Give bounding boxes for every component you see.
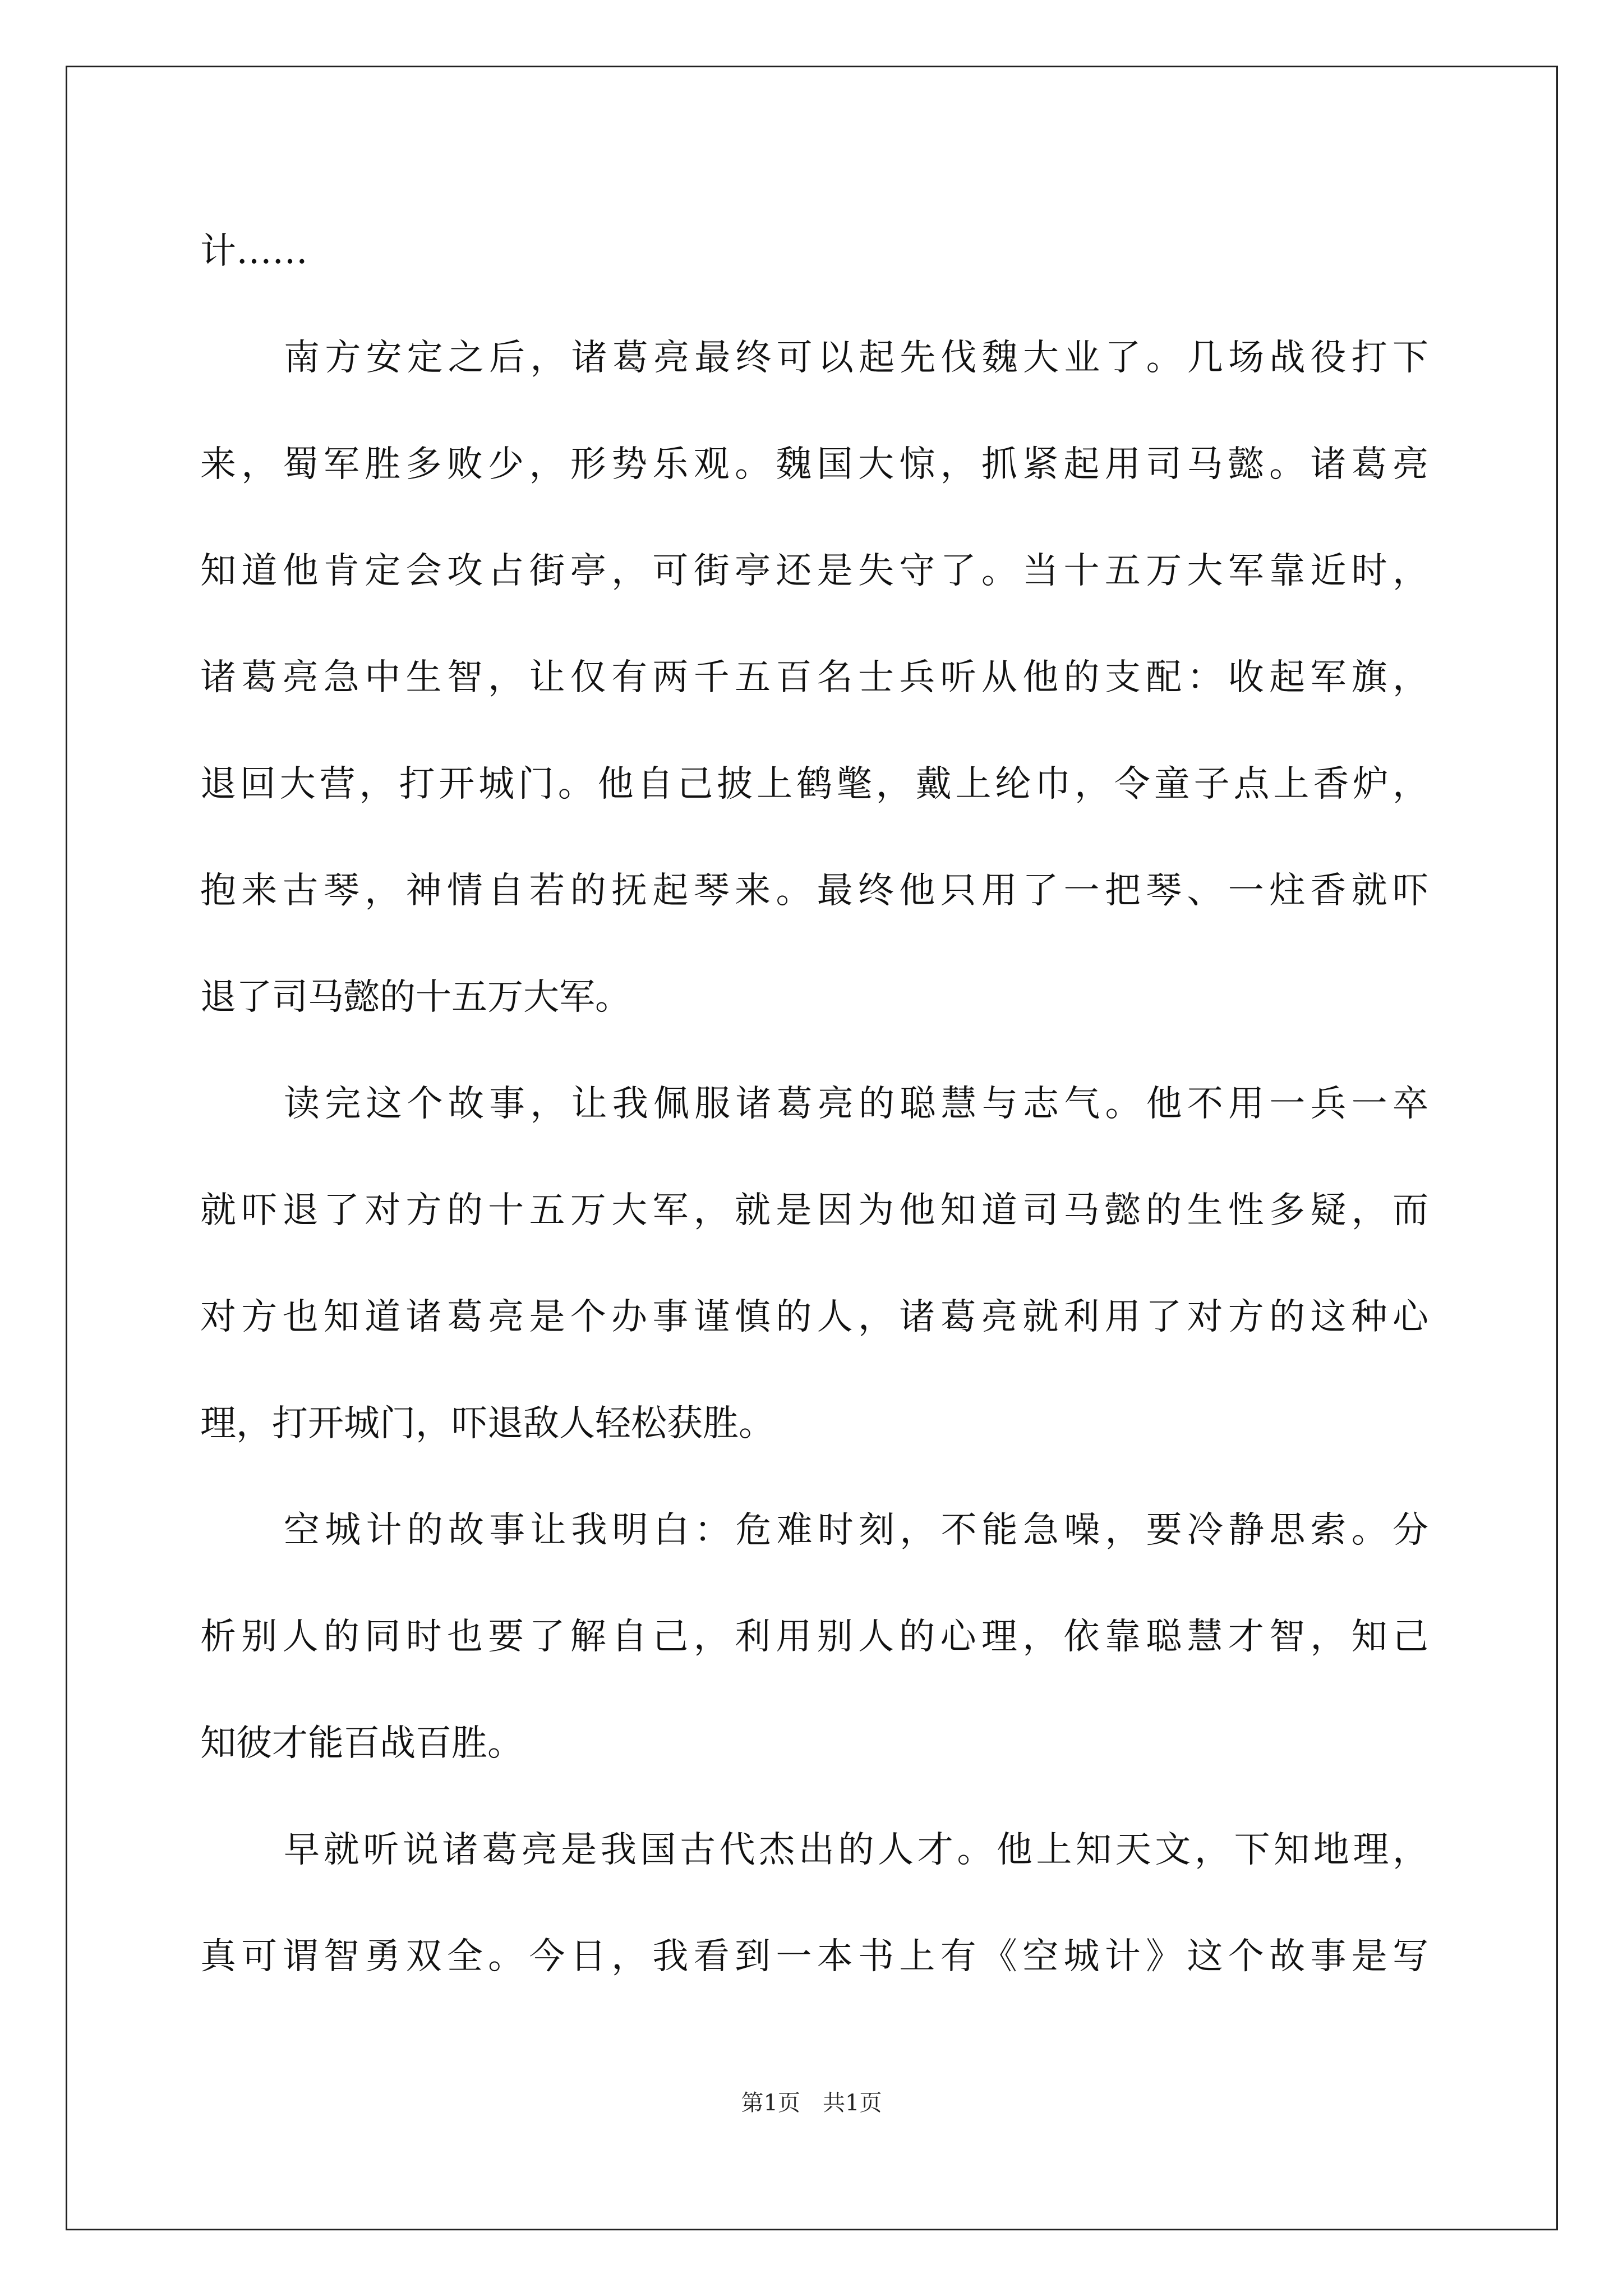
text-line: 理，打开城门，吓退敌人轻松获胜。: [200, 1403, 774, 1444]
text-line: 知道他肯定会攻占街亭，可街亭还是失守了。当十五万大军靠近时，: [200, 550, 1428, 592]
text-line: 析别人的同时也要了解自己，利用别人的心理，依靠聪慧才智，知己: [200, 1616, 1428, 1658]
text-line: 读完这个故事，让我佩服诸葛亮的聪慧与志气。他不用一兵一卒: [284, 1083, 1428, 1125]
text-line: 空城计的故事让我明白：危难时刻，不能急噪，要冷静思索。分: [284, 1510, 1428, 1551]
text-line: 早就听说诸葛亮是我国古代杰出的人才。他上知天文，下知地理，: [284, 1829, 1428, 1871]
text-line: 计……: [200, 231, 308, 272]
text-line: 对方也知道诸葛亮是个办事谨慎的人，诸葛亮就利用了对方的这种心: [200, 1296, 1428, 1338]
page-border: [66, 66, 1558, 2230]
page-number-footer: 第1页 共1页: [741, 2090, 882, 2116]
text-line: 退了司马懿的十五万大军。: [200, 977, 631, 1018]
text-line: 来，蜀军胜多败少，形势乐观。魏国大惊，抓紧起用司马懿。诸葛亮: [200, 444, 1428, 485]
text-line: 真可谓智勇双全。今日，我看到一本书上有《空城计》这个故事是写: [200, 1936, 1428, 1977]
text-line: 抱来古琴，神情自若的抚起琴来。最终他只用了一把琴、一炷香就吓: [200, 870, 1428, 912]
text-line: 就吓退了对方的十五万大军，就是因为他知道司马懿的生性多疑，而: [200, 1190, 1428, 1231]
text-line: 诸葛亮急中生智，让仅有两千五百名士兵听从他的支配：收起军旗，: [200, 657, 1428, 698]
text-line: 知彼才能百战百胜。: [200, 1723, 523, 1764]
text-line: 南方安定之后，诸葛亮最终可以起先伐魏大业了。几场战役打下: [284, 337, 1428, 379]
text-line: 退回大营，打开城门。他自己披上鹤氅，戴上纶巾，令童子点上香炉，: [200, 763, 1428, 805]
